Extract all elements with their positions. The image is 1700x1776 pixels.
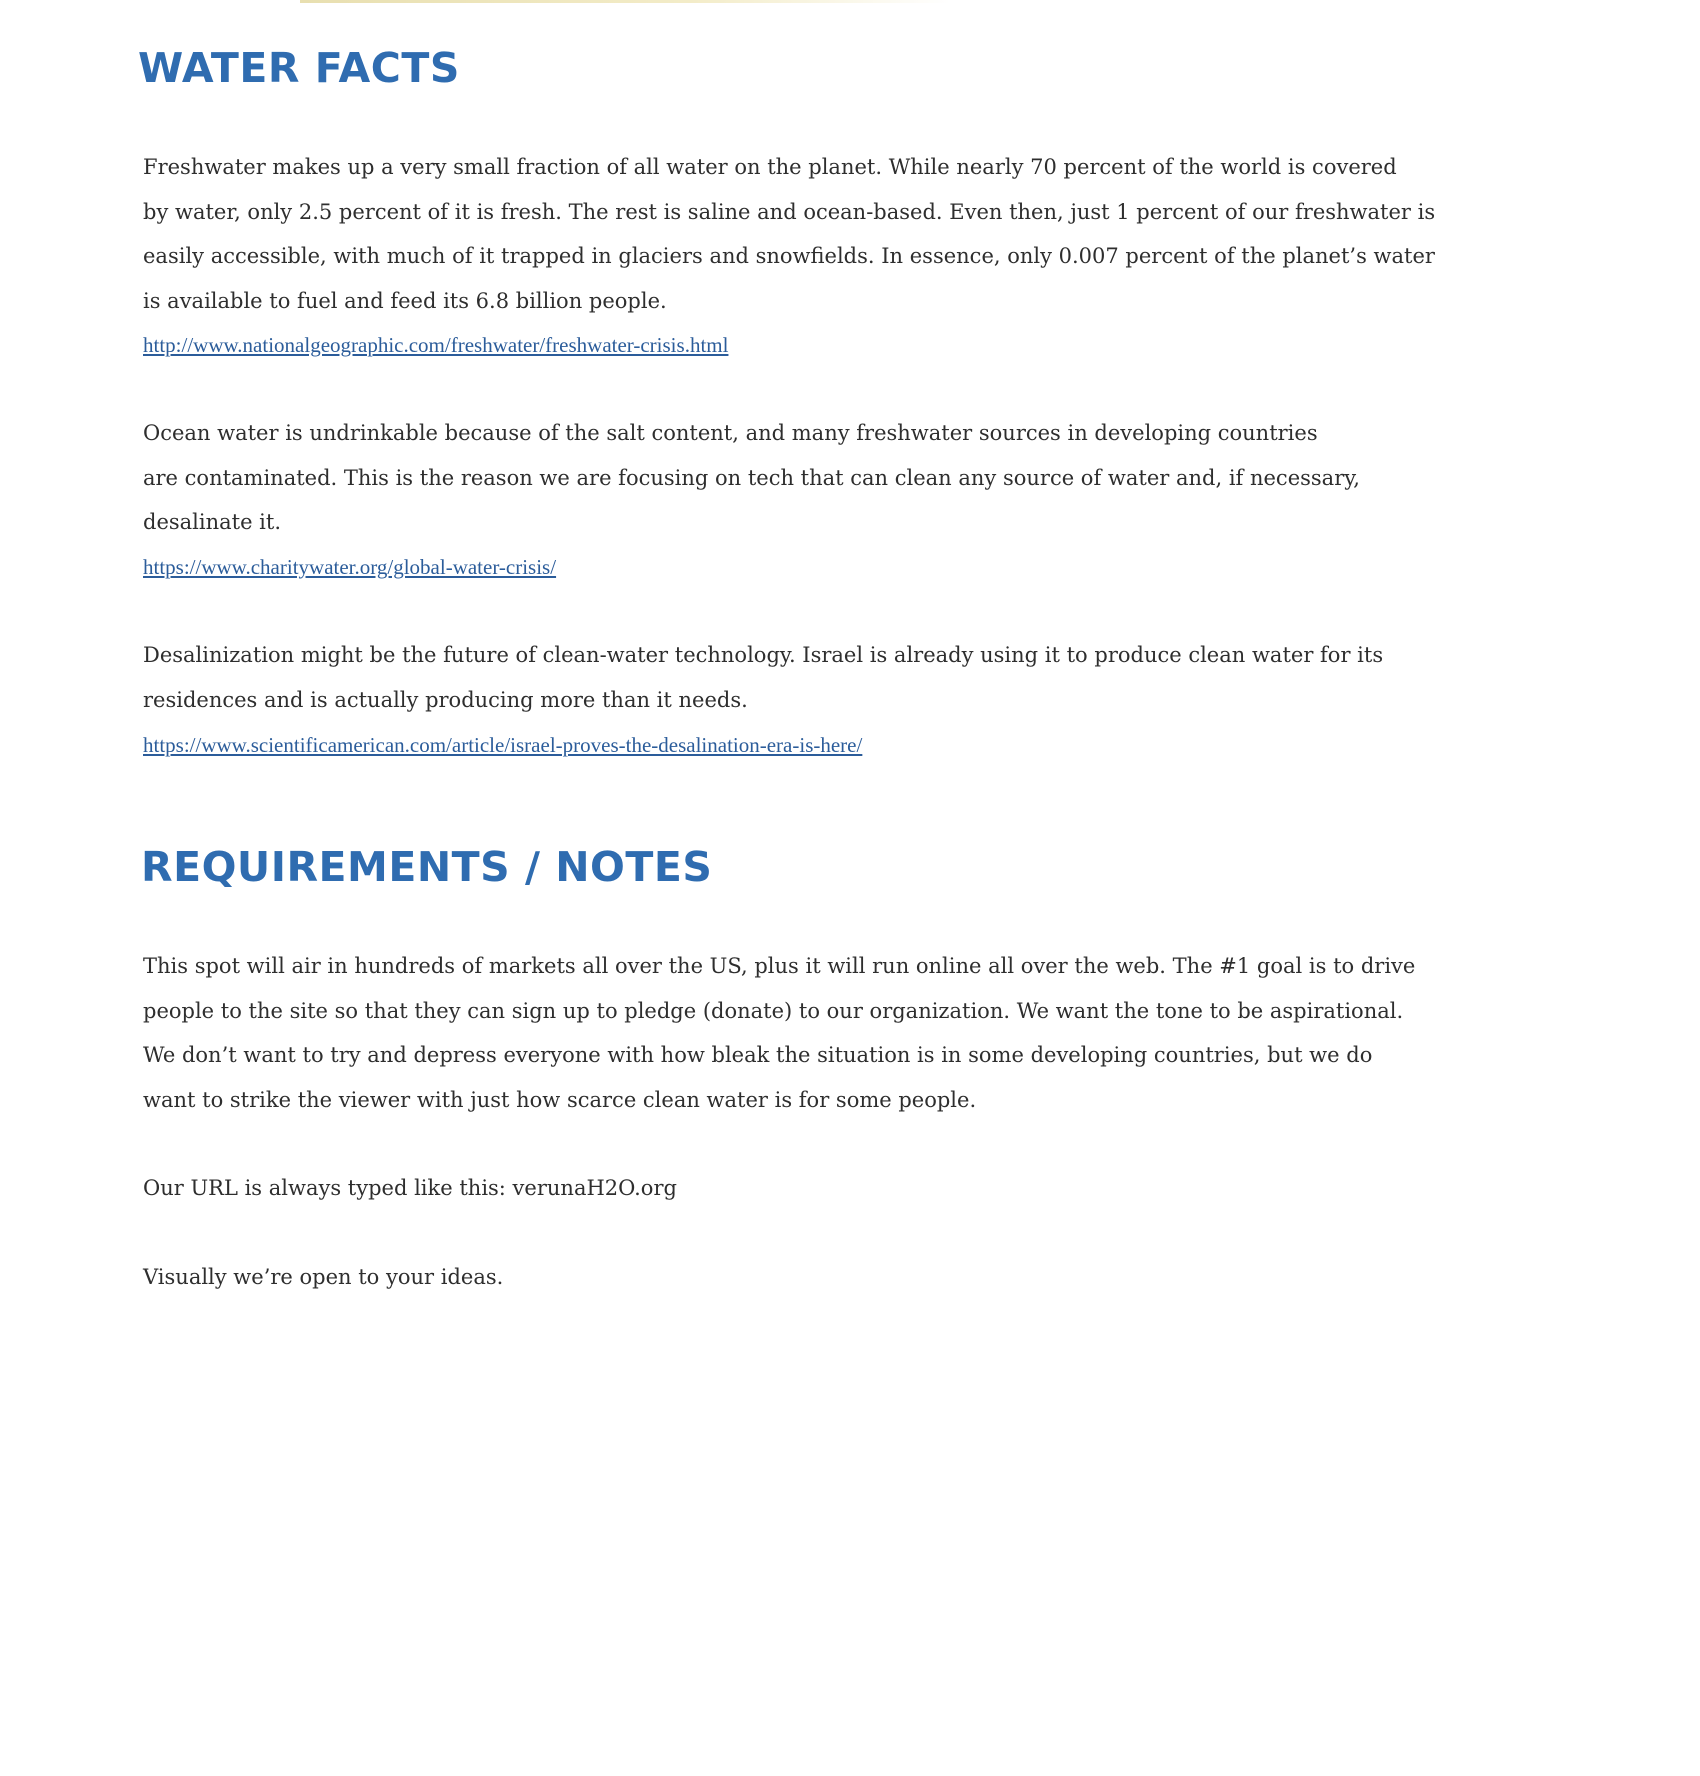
water-facts-heading: WATER FACTS	[138, 44, 460, 92]
requirements-notes-heading: REQUIREMENTS / NOTES	[141, 843, 713, 891]
water-facts-paragraph-3	[143, 633, 1443, 722]
paragraph-line: desalinate it.	[143, 510, 282, 534]
paragraph-line: Ocean water is undrinkable because of the salt content, and many freshwater sources in developing countries	[143, 421, 1318, 445]
water-facts-paragraph-1	[143, 145, 1443, 323]
paragraph-line: want to strike the viewer with just how scarce clean water is for some people.	[143, 1087, 977, 1112]
top-decorative-rule	[300, 0, 950, 3]
water-facts-paragraph-2	[143, 411, 1443, 545]
scientific-american-link[interactable]: https://www.scientificamerican.com/article/israel-proves-the-desalination-era-is-here/	[143, 733, 863, 757]
paragraph-line: Desalinization might be the future of clean-water technology. Israel is already using it to produce clean water for its	[143, 643, 1384, 667]
paragraph-line: residences and is actually producing more than it needs.	[143, 687, 748, 712]
paragraph-line: Freshwater makes up a very small fraction of all water on the planet. While nearly 70 percent of the world is covered	[143, 155, 1397, 179]
national-geographic-link[interactable]: http://www.nationalgeographic.com/freshwater/freshwater-crisis.html	[143, 333, 729, 357]
paragraph-line: people to the site so that they can sign up to pledge (donate) to our organization. We want the tone to be aspirational.	[143, 998, 1404, 1023]
paragraph-line: This spot will air in hundreds of markets all over the US, plus it will run online all over the web. The #1 goal is to drive	[143, 954, 1416, 978]
url-note-text: Our URL is always typed like this: verunaH2O.org	[143, 1176, 677, 1200]
visual-note	[143, 1255, 1443, 1300]
url-note	[143, 1166, 1443, 1211]
requirements-paragraph	[143, 944, 1443, 1122]
paragraph-line: are contaminated. This is the reason we are focusing on tech that can clean any source of water and, if necessary,	[143, 465, 1360, 490]
charity-water-link[interactable]: https://www.charitywater.org/global-water-crisis/	[143, 555, 557, 579]
paragraph-line: by water, only 2.5 percent of it is fresh. The rest is saline and ocean-based. Even then, just 1 percent of our freshwater is	[143, 199, 1436, 224]
paragraph-line: is available to fuel and feed its 6.8 billion people.	[143, 288, 667, 313]
visual-note-text: Visually we’re open to your ideas.	[143, 1265, 504, 1289]
paragraph-line: easily accessible, with much of it trapped in glaciers and snowfields. In essence, only 0.007 percent of the planet’s water	[143, 244, 1435, 268]
paragraph-line: We don’t want to try and depress everyone with how bleak the situation is in some developing countries, but we do	[143, 1043, 1373, 1067]
